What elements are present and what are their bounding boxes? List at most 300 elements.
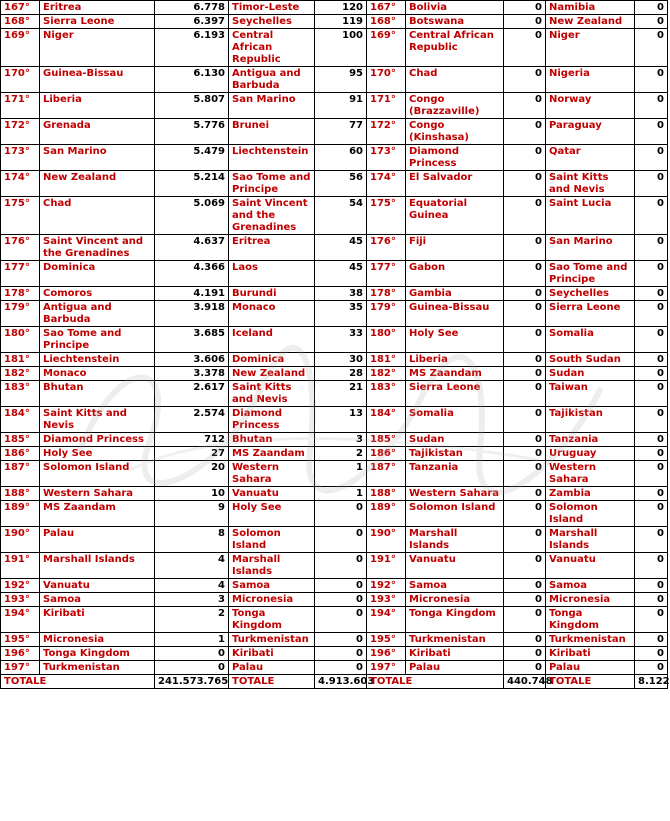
country-cell: Dominica: [229, 353, 315, 367]
value-cell: 35: [315, 301, 367, 327]
value-cell: 712: [155, 433, 229, 447]
country-cell: Burundi: [229, 287, 315, 301]
country-cell: Holy See: [229, 501, 315, 527]
value-cell: 0: [504, 593, 546, 607]
value-cell: 4: [155, 579, 229, 593]
rank-cell: 178°: [367, 287, 406, 301]
country-cell: San Marino: [229, 93, 315, 119]
value-cell: 2: [155, 607, 229, 633]
value-cell: 20: [155, 461, 229, 487]
rank-cell: 191°: [1, 553, 40, 579]
country-cell: New Zealand: [229, 367, 315, 381]
value-cell: 0: [504, 661, 546, 675]
country-cell: Kiribati: [546, 647, 635, 661]
value-cell: 38: [315, 287, 367, 301]
country-cell: Palau: [546, 661, 635, 675]
country-cell: Namibia: [546, 1, 635, 15]
country-cell: Laos: [229, 261, 315, 287]
rank-cell: 174°: [367, 171, 406, 197]
country-cell: Bhutan: [40, 381, 155, 407]
value-cell: 0: [635, 607, 668, 633]
rank-cell: 177°: [1, 261, 40, 287]
rank-cell: 193°: [1, 593, 40, 607]
country-cell: Seychelles: [229, 15, 315, 29]
country-cell: Tanzania: [546, 433, 635, 447]
rank-cell: 189°: [367, 501, 406, 527]
value-cell: 5.479: [155, 145, 229, 171]
value-cell: 0: [315, 633, 367, 647]
country-cell: MS Zaandam: [229, 447, 315, 461]
value-cell: 0: [635, 327, 668, 353]
country-cell: Palau: [40, 527, 155, 553]
value-cell: 3.378: [155, 367, 229, 381]
table-row: [1, 607, 668, 633]
country-cell: San Marino: [546, 235, 635, 261]
value-cell: 56: [315, 171, 367, 197]
country-cell: Somalia: [546, 327, 635, 353]
value-cell: 0: [504, 527, 546, 553]
value-cell: 0: [504, 119, 546, 145]
table-row: [1, 593, 668, 607]
rank-cell: 192°: [1, 579, 40, 593]
country-cell: Qatar: [546, 145, 635, 171]
country-cell: El Salvador: [406, 171, 504, 197]
country-cell: Tanzania: [406, 461, 504, 487]
value-cell: 4.191: [155, 287, 229, 301]
value-cell: 0: [635, 15, 668, 29]
country-cell: Vanuatu: [40, 579, 155, 593]
value-cell: 0: [635, 579, 668, 593]
country-cell: Bhutan: [229, 433, 315, 447]
country-cell: Fiji: [406, 235, 504, 261]
country-cell: Tonga Kingdom: [40, 647, 155, 661]
country-cell: Solomon Island: [229, 527, 315, 553]
country-cell: Diamond Princess: [229, 407, 315, 433]
table-row: [1, 119, 668, 145]
country-cell: Solomon Island: [546, 501, 635, 527]
country-cell: Bolivia: [406, 1, 504, 15]
table-row: [1, 447, 668, 461]
table-row: [1, 197, 668, 235]
table-row: [1, 661, 668, 675]
country-cell: Saint Kitts and Nevis: [40, 407, 155, 433]
country-cell: Guinea-Bissau: [40, 67, 155, 93]
rank-cell: 180°: [367, 327, 406, 353]
value-cell: 4.366: [155, 261, 229, 287]
rank-cell: 190°: [1, 527, 40, 553]
rank-cell: 173°: [367, 145, 406, 171]
value-cell: 0: [504, 301, 546, 327]
rank-cell: 171°: [367, 93, 406, 119]
rank-cell: 186°: [367, 447, 406, 461]
table-row: [1, 407, 668, 433]
table-row: [1, 15, 668, 29]
value-cell: 5.807: [155, 93, 229, 119]
country-cell: Tajikistan: [546, 407, 635, 433]
country-cell: Grenada: [40, 119, 155, 145]
totals-label: TOTALE: [367, 675, 504, 689]
country-cell: Marshall Islands: [229, 553, 315, 579]
value-cell: 0: [504, 447, 546, 461]
rank-cell: 189°: [1, 501, 40, 527]
country-cell: Diamond Princess: [406, 145, 504, 171]
country-cell: Kiribati: [406, 647, 504, 661]
value-cell: 13: [315, 407, 367, 433]
country-cell: Niger: [546, 29, 635, 67]
totals-label: TOTALE: [1, 675, 155, 689]
rank-cell: 196°: [1, 647, 40, 661]
value-cell: 0: [635, 119, 668, 145]
country-cell: Dominica: [40, 261, 155, 287]
value-cell: 6.193: [155, 29, 229, 67]
value-cell: 0: [635, 171, 668, 197]
value-cell: 4: [155, 553, 229, 579]
country-cell: Liberia: [40, 93, 155, 119]
rank-cell: 167°: [1, 1, 40, 15]
table-row: [1, 579, 668, 593]
country-cell: MS Zaandam: [40, 501, 155, 527]
country-cell: Seychelles: [546, 287, 635, 301]
table-row: [1, 301, 668, 327]
country-cell: Tonga Kingdom: [406, 607, 504, 633]
country-cell: Holy See: [40, 447, 155, 461]
country-cell: Micronesia: [40, 633, 155, 647]
table-row: [1, 433, 668, 447]
value-cell: 0: [635, 593, 668, 607]
table-row: [1, 327, 668, 353]
value-cell: 0: [155, 647, 229, 661]
country-cell: Sao Tome and Principe: [546, 261, 635, 287]
country-cell: Norway: [546, 93, 635, 119]
value-cell: 1: [155, 633, 229, 647]
country-cell: Samoa: [546, 579, 635, 593]
value-cell: 0: [315, 527, 367, 553]
country-cell: Nigeria: [546, 67, 635, 93]
country-cell: Kiribati: [40, 607, 155, 633]
country-cell: Chad: [40, 197, 155, 235]
table-row: [1, 29, 668, 67]
rank-cell: 197°: [367, 661, 406, 675]
value-cell: 0: [635, 447, 668, 461]
rank-cell: 181°: [1, 353, 40, 367]
country-cell: Solomon Island: [40, 461, 155, 487]
value-cell: 0: [504, 261, 546, 287]
country-cell: Tonga Kingdom: [229, 607, 315, 633]
value-cell: 0: [504, 197, 546, 235]
country-cell: Saint Lucia: [546, 197, 635, 235]
value-cell: 0: [635, 553, 668, 579]
rank-cell: 176°: [1, 235, 40, 261]
value-cell: 9: [155, 501, 229, 527]
value-cell: 0: [635, 235, 668, 261]
country-cell: Eritrea: [229, 235, 315, 261]
country-cell: MS Zaandam: [406, 367, 504, 381]
rank-cell: 180°: [1, 327, 40, 353]
value-cell: 0: [315, 579, 367, 593]
rank-cell: 196°: [367, 647, 406, 661]
country-cell: Diamond Princess: [40, 433, 155, 447]
value-cell: 0: [504, 287, 546, 301]
table-row: [1, 461, 668, 487]
value-cell: 27: [155, 447, 229, 461]
rank-cell: 183°: [367, 381, 406, 407]
value-cell: 0: [504, 15, 546, 29]
country-cell: Tajikistan: [406, 447, 504, 461]
value-cell: 0: [635, 647, 668, 661]
value-cell: 0: [635, 287, 668, 301]
country-cell: Antigua and Barbuda: [229, 67, 315, 93]
value-cell: 21: [315, 381, 367, 407]
value-cell: 0: [504, 171, 546, 197]
country-cell: Monaco: [229, 301, 315, 327]
value-cell: 0: [504, 579, 546, 593]
rank-cell: 188°: [1, 487, 40, 501]
country-cell: Sao Tome and Principe: [229, 171, 315, 197]
table-row: [1, 261, 668, 287]
value-cell: 1: [315, 461, 367, 487]
country-cell: Sierra Leone: [546, 301, 635, 327]
country-cell: Comoros: [40, 287, 155, 301]
value-cell: 0: [504, 433, 546, 447]
table-row: [1, 353, 668, 367]
country-cell: Marshall Islands: [40, 553, 155, 579]
value-cell: 3.606: [155, 353, 229, 367]
value-cell: 30: [315, 353, 367, 367]
totals-value: 8.122: [635, 675, 668, 689]
country-cell: Western Sahara: [40, 487, 155, 501]
country-cell: Paraguay: [546, 119, 635, 145]
value-cell: 0: [504, 647, 546, 661]
value-cell: 0: [635, 381, 668, 407]
country-cell: Liechtenstein: [229, 145, 315, 171]
value-cell: 0: [504, 367, 546, 381]
rank-cell: 168°: [1, 15, 40, 29]
rank-cell: 187°: [367, 461, 406, 487]
country-cell: Sao Tome and Principe: [40, 327, 155, 353]
table-row: [1, 633, 668, 647]
value-cell: 0: [315, 607, 367, 633]
rank-cell: 185°: [367, 433, 406, 447]
country-cell: Brunei: [229, 119, 315, 145]
country-cell: Kiribati: [229, 647, 315, 661]
country-cell: Saint Kitts and Nevis: [546, 171, 635, 197]
value-cell: 0: [635, 353, 668, 367]
rank-cell: 195°: [1, 633, 40, 647]
rank-cell: 184°: [367, 407, 406, 433]
value-cell: 0: [635, 501, 668, 527]
country-cell: Saint Vincent and the Grenadines: [229, 197, 315, 235]
value-cell: 0: [504, 145, 546, 171]
country-cell: Micronesia: [229, 593, 315, 607]
value-cell: 0: [635, 261, 668, 287]
country-cell: Samoa: [229, 579, 315, 593]
value-cell: 0: [635, 661, 668, 675]
country-cell: Western Sahara: [229, 461, 315, 487]
rank-cell: 172°: [1, 119, 40, 145]
country-cell: Turkmenistan: [40, 661, 155, 675]
country-cell: Taiwan: [546, 381, 635, 407]
value-cell: 3.918: [155, 301, 229, 327]
table-row: [1, 1, 668, 15]
rank-cell: 179°: [1, 301, 40, 327]
value-cell: 0: [635, 527, 668, 553]
country-cell: Solomon Island: [406, 501, 504, 527]
country-cell: Palau: [229, 661, 315, 675]
value-cell: 0: [635, 407, 668, 433]
rank-cell: 170°: [1, 67, 40, 93]
rank-cell: 195°: [367, 633, 406, 647]
country-cell: Saint Vincent and the Grenadines: [40, 235, 155, 261]
value-cell: 0: [635, 461, 668, 487]
country-cell: San Marino: [40, 145, 155, 171]
value-cell: 0: [504, 1, 546, 15]
country-cell: Antigua and Barbuda: [40, 301, 155, 327]
totals-label: TOTALE: [229, 675, 315, 689]
rank-cell: 178°: [1, 287, 40, 301]
table-row: [1, 67, 668, 93]
value-cell: 0: [504, 29, 546, 67]
country-cell: Central African Republic: [229, 29, 315, 67]
rank-cell: 177°: [367, 261, 406, 287]
value-cell: 0: [635, 197, 668, 235]
value-cell: 0: [635, 301, 668, 327]
value-cell: 0: [635, 487, 668, 501]
value-cell: 2.617: [155, 381, 229, 407]
value-cell: 119: [315, 15, 367, 29]
country-cell: Chad: [406, 67, 504, 93]
totals-row: [1, 675, 668, 689]
country-cell: Monaco: [40, 367, 155, 381]
value-cell: 95: [315, 67, 367, 93]
rank-cell: 169°: [1, 29, 40, 67]
country-cell: Tonga Kingdom: [546, 607, 635, 633]
value-cell: 0: [504, 235, 546, 261]
value-cell: 0: [315, 593, 367, 607]
country-cell: Timor-Leste: [229, 1, 315, 15]
value-cell: 0: [635, 67, 668, 93]
totals-value: 4.913.603: [315, 675, 367, 689]
country-cell: Sudan: [406, 433, 504, 447]
totals-label: TOTALE: [546, 675, 635, 689]
value-cell: 120: [315, 1, 367, 15]
country-cell: Iceland: [229, 327, 315, 353]
rank-cell: 171°: [1, 93, 40, 119]
value-cell: 0: [315, 501, 367, 527]
rank-cell: 172°: [367, 119, 406, 145]
value-cell: 0: [504, 553, 546, 579]
table-row: [1, 287, 668, 301]
rank-cell: 185°: [1, 433, 40, 447]
country-cell: Western Sahara: [546, 461, 635, 487]
value-cell: 0: [504, 67, 546, 93]
table-row: [1, 527, 668, 553]
country-cell: Liberia: [406, 353, 504, 367]
country-cell: Botswana: [406, 15, 504, 29]
country-cell: Samoa: [40, 593, 155, 607]
country-cell: Vanuatu: [406, 553, 504, 579]
value-cell: 4.637: [155, 235, 229, 261]
country-cell: Sudan: [546, 367, 635, 381]
country-cell: Vanuatu: [229, 487, 315, 501]
value-cell: 0: [504, 501, 546, 527]
value-cell: 8: [155, 527, 229, 553]
rank-cell: 168°: [367, 15, 406, 29]
value-cell: 5.069: [155, 197, 229, 235]
country-cell: Marshall Islands: [546, 527, 635, 553]
value-cell: 6.778: [155, 1, 229, 15]
rank-cell: 169°: [367, 29, 406, 67]
value-cell: 3: [315, 433, 367, 447]
country-cell: Liechtenstein: [40, 353, 155, 367]
value-cell: 0: [504, 633, 546, 647]
rank-cell: 194°: [367, 607, 406, 633]
table-row: [1, 367, 668, 381]
country-cell: Micronesia: [546, 593, 635, 607]
value-cell: 6.397: [155, 15, 229, 29]
value-cell: 0: [315, 647, 367, 661]
country-cell: Congo (Brazzaville): [406, 93, 504, 119]
rank-cell: 184°: [1, 407, 40, 433]
rank-cell: 167°: [367, 1, 406, 15]
value-cell: 3: [155, 593, 229, 607]
value-cell: 91: [315, 93, 367, 119]
country-cell: Gambia: [406, 287, 504, 301]
rank-cell: 188°: [367, 487, 406, 501]
country-cell: Vanuatu: [546, 553, 635, 579]
country-cell: Western Sahara: [406, 487, 504, 501]
country-cell: Gabon: [406, 261, 504, 287]
rank-cell: 193°: [367, 593, 406, 607]
country-cell: Uruguay: [546, 447, 635, 461]
rank-cell: 191°: [367, 553, 406, 579]
value-cell: 0: [315, 661, 367, 675]
country-cell: Central African Republic: [406, 29, 504, 67]
value-cell: 0: [635, 367, 668, 381]
rank-cell: 182°: [367, 367, 406, 381]
country-cell: Turkmenistan: [546, 633, 635, 647]
country-cell: Guinea-Bissau: [406, 301, 504, 327]
country-cell: Sierra Leone: [406, 381, 504, 407]
value-cell: 0: [504, 407, 546, 433]
value-cell: 0: [635, 633, 668, 647]
value-cell: 0: [504, 607, 546, 633]
value-cell: 10: [155, 487, 229, 501]
value-cell: 0: [504, 93, 546, 119]
rank-cell: 170°: [367, 67, 406, 93]
country-cell: Congo (Kinshasa): [406, 119, 504, 145]
country-cell: Samoa: [406, 579, 504, 593]
country-cell: Somalia: [406, 407, 504, 433]
rank-cell: 192°: [367, 579, 406, 593]
country-cell: Holy See: [406, 327, 504, 353]
table-row: [1, 145, 668, 171]
country-cell: New Zealand: [546, 15, 635, 29]
rank-cell: 181°: [367, 353, 406, 367]
value-cell: 0: [155, 661, 229, 675]
rank-cell: 175°: [367, 197, 406, 235]
rank-cell: 197°: [1, 661, 40, 675]
value-cell: 77: [315, 119, 367, 145]
table-row: [1, 553, 668, 579]
rank-cell: 176°: [367, 235, 406, 261]
value-cell: 0: [635, 29, 668, 67]
totals-value: 440.748: [504, 675, 546, 689]
value-cell: 5.776: [155, 119, 229, 145]
value-cell: 54: [315, 197, 367, 235]
rank-cell: 183°: [1, 381, 40, 407]
table-body: [1, 1, 668, 689]
value-cell: 100: [315, 29, 367, 67]
